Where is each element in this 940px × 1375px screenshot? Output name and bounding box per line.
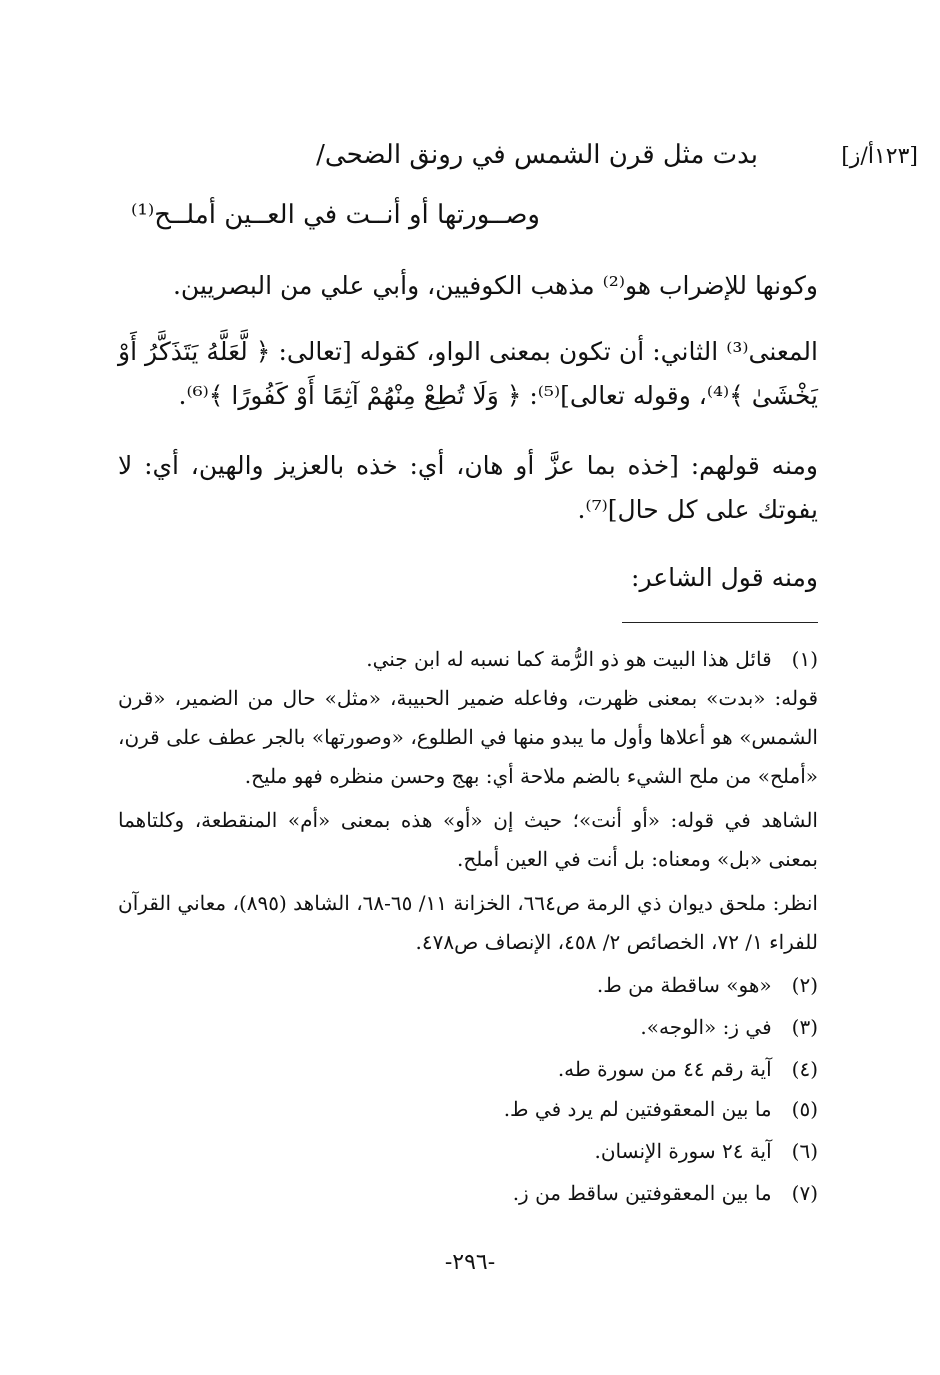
footnote-5 <box>118 1090 818 1129</box>
paragraph-idrab: وكونها للإضراب هو⁽²⁾ مذهب الكوفيين، وأبي علي من البصريين. <box>172 271 818 300</box>
footnote-7 <box>118 1174 818 1213</box>
footnote-text: قائل هذا البيت هو ذو الرُّمة كما نسبه له ابن جني. <box>366 647 772 671</box>
footnote-number: (٣) <box>791 1015 818 1039</box>
footnote-number: (٢) <box>791 973 818 997</box>
footnote-number: (٦) <box>791 1139 818 1163</box>
footnote-divider <box>622 622 818 623</box>
footnote-1-explanation: قوله: «بدت» بمعنى ظهرت، وفاعله ضمير الحبيبة، «مثل» حال من الضمير، «قرن الشمس» هو أعلاها وأول ما يبدو منها في الطلوع، «وصورتها» بالجر عطف على قرن، «أملح» من ملح الشيء بالضم ملاحة أي: بهج وحسن منظره فهو مليح. <box>118 686 818 788</box>
page-number: -٢٩٦- <box>444 1250 496 1275</box>
footnote-1-sources: انظر: ملحق ديوان ذي الرمة ص٦٦٤، الخزانة ١١/ ٦٥-٦٨، الشاهد (٨٩٥)، معاني القرآن للفراء ١/ ٧٢، الخصائص ٢/ ٤٥٨، الإنصاف ص٤٧٨. <box>118 891 818 954</box>
verse-second-hemistich: وصــورتها أو أنــت في العــين أملــح⁽¹⁾ <box>131 200 540 230</box>
verse-first-hemistich: بدت مثل قرن الشمس في رونق الضحى/ <box>316 140 758 170</box>
footnote-3 <box>118 1008 818 1047</box>
footnote-text: في ز: «الوجه». <box>640 1015 772 1039</box>
footnote-number: (١) <box>791 647 818 671</box>
footnote-1-evidence: الشاهد في قوله: «أو أنت»؛ حيث إن «أو» هذه بمعنى «أم» المنقطعة، وكلتاهما بمعنى «بل» ومعناه: بل أنت في العين أملح. <box>118 808 818 871</box>
footnote-number: (٧) <box>791 1181 818 1205</box>
paragraph-poet-intro: ومنه قول الشاعر: <box>631 563 818 592</box>
paragraph-saying: ومنه قولهم: [خذه بما عزَّ أو هان، أي: خذه بالعزيز والهين، أي: لا يفوتك على كل حال]⁽⁷⁾. <box>118 451 818 524</box>
manuscript-margin-reference: [١٢٣أ/ز] <box>841 144 918 169</box>
footnote-text: آية رقم ٤٤ من سورة طه. <box>557 1057 772 1081</box>
footnote-2 <box>118 966 818 1005</box>
footnote-number: (٤) <box>791 1057 818 1081</box>
footnote-1 <box>118 640 818 679</box>
footnote-text: ما بين المعقوفتين ساقط من ز. <box>512 1181 772 1205</box>
footnote-6 <box>118 1132 818 1171</box>
footnote-text: ما بين المعقوفتين لم يرد في ط. <box>503 1097 772 1121</box>
footnote-text: آية ٢٤ سورة الإنسان. <box>594 1139 772 1163</box>
footnote-number: (٥) <box>791 1097 818 1121</box>
footnote-4 <box>118 1050 818 1089</box>
paragraph-second-meaning: المعنى⁽³⁾ الثاني: أن تكون بمعنى الواو، كقوله [تعالى: ﴿ لَّعَلَّهُ يَتَذَكَّرُ أَوْ يَخْشَىٰ ﴾⁽⁴⁾، وقوله تعالى]⁽⁵⁾: ﴿ وَلَا تُطِعْ مِنْهُمْ آثِمًا أَوْ كَفُورًا ﴾⁽⁶⁾. <box>118 337 818 410</box>
footnote-text: «هو» ساقطة من ط. <box>596 973 772 997</box>
